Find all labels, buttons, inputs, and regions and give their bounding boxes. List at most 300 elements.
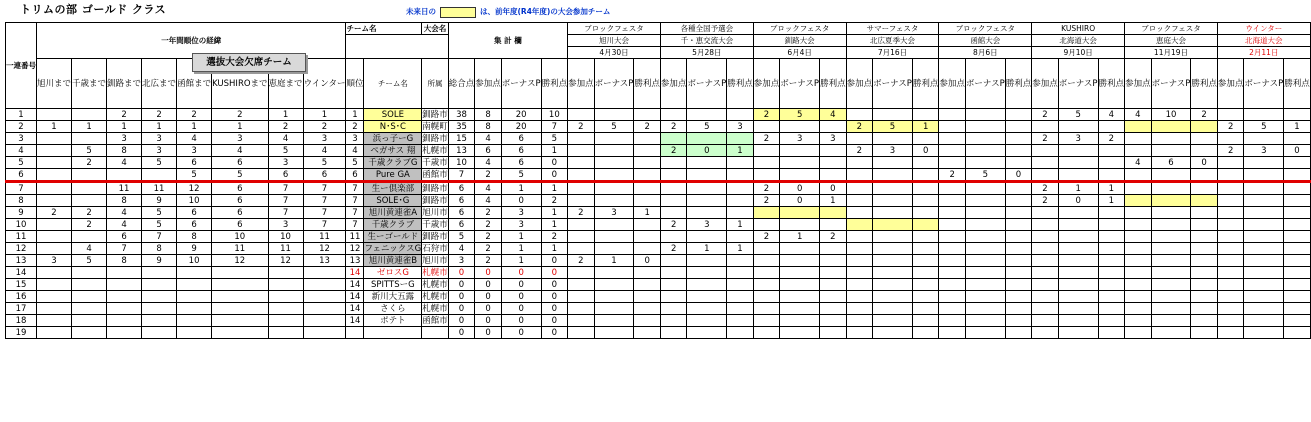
event-date-3: 7月16日 [846, 47, 939, 59]
event-cell [1098, 169, 1125, 182]
event-cell [965, 315, 1005, 327]
event-cell [846, 109, 873, 121]
event-cell [780, 157, 820, 169]
table-row [6, 133, 1311, 145]
city-cell: 札幌市 [422, 303, 448, 314]
rank-cell [303, 267, 346, 279]
rank-cell: 7 [107, 243, 142, 255]
event-cell: 0 [1058, 195, 1098, 207]
rank-cell [177, 303, 212, 315]
totals-cell: 0 [448, 327, 475, 339]
rank-cell: 7 [142, 231, 177, 243]
rank-cell: 9 [142, 195, 177, 207]
event-cell [1151, 327, 1191, 339]
event-cell [1284, 133, 1311, 145]
team-cell: N･S･C [364, 121, 422, 133]
rank-cell [177, 279, 212, 291]
event-cell [780, 291, 820, 303]
totals-cell: 4 [475, 133, 502, 145]
event-col-header: 勝利点 [1191, 59, 1218, 109]
event-cell [1098, 291, 1125, 303]
event-cell: 1 [727, 243, 754, 255]
totals-cell: 0 [448, 267, 475, 279]
event-cell [1005, 279, 1032, 291]
rank-cell [212, 279, 268, 291]
event-cell [753, 219, 780, 231]
event-cell: 3 [727, 121, 754, 133]
event-cell: 2 [753, 195, 780, 207]
event-cell [1284, 231, 1311, 243]
event-cell [660, 157, 687, 169]
city-cell: 札幌市 [422, 267, 448, 278]
event-cell [687, 195, 727, 207]
rank-cell: 4 [177, 133, 212, 145]
event-name-7: ウインター [1217, 23, 1310, 35]
rank-cell [142, 169, 177, 182]
serial-cell: 3 [6, 133, 37, 145]
event-cell: 2 [1032, 109, 1059, 121]
team-cell: 浜っ子ーG [364, 133, 422, 145]
event-sub-4: 函館大会 [939, 35, 1032, 47]
event-col-header: 参加点 [939, 59, 966, 109]
totals-cell: 35 [448, 121, 475, 133]
event-cell [912, 195, 939, 207]
team-cell: SPITTSーG [364, 279, 422, 291]
event-cell [780, 315, 820, 327]
event-cell: 1 [912, 121, 939, 133]
event-cell [727, 303, 754, 315]
rank-cell: 12 [177, 182, 212, 195]
event-cell [1244, 315, 1284, 327]
event-cell [846, 219, 873, 231]
event-cell [1191, 121, 1218, 133]
rank-cell [212, 291, 268, 303]
table-row [6, 195, 1311, 207]
event-cell [1058, 279, 1098, 291]
rank-col-header: 千歳まで [72, 59, 107, 109]
totals-cell: 0 [475, 279, 502, 291]
event-cell [965, 207, 1005, 219]
event-cell [660, 303, 687, 315]
event-cell [753, 327, 780, 339]
event-cell [687, 291, 727, 303]
totals-cell: 0 [541, 169, 568, 182]
event-cell [965, 157, 1005, 169]
event-cell [820, 157, 847, 169]
event-cell: 2 [846, 145, 873, 157]
rank-cell: 8 [107, 195, 142, 207]
event-cell [1098, 121, 1125, 133]
event-cell [1098, 145, 1125, 157]
totals-cell: 6 [448, 182, 475, 195]
totals-cell: 4 [475, 195, 502, 207]
event-cell [594, 231, 634, 243]
table-row [6, 291, 1311, 303]
event-cell [1058, 121, 1098, 133]
event-cell [634, 195, 661, 207]
totals-cell: 38 [448, 109, 475, 121]
event-cell: 2 [660, 121, 687, 133]
serial-cell: 5 [6, 157, 37, 169]
rank-cell [142, 327, 177, 339]
event-cell [965, 255, 1005, 267]
rank-cell [37, 195, 72, 207]
order-cell: 14 [346, 267, 364, 279]
rank-col-header: 恵庭まで [268, 59, 303, 109]
city-cell [422, 327, 449, 339]
event-cell [846, 157, 873, 169]
blank-header [346, 35, 448, 59]
event-cell [846, 279, 873, 291]
event-cell [594, 157, 634, 169]
event-cell [1217, 133, 1244, 145]
totals-cell: 0 [501, 303, 541, 315]
event-cell [846, 291, 873, 303]
event-cell: 1 [1098, 182, 1125, 195]
totals-cell: 0 [541, 279, 568, 291]
event-cell: 2 [820, 231, 847, 243]
event-cell [1151, 267, 1191, 279]
event-cell [1032, 219, 1059, 231]
event-cell [939, 207, 966, 219]
rank-cell [107, 169, 142, 182]
event-cell [1244, 169, 1284, 182]
event-cell [1191, 243, 1218, 255]
event-cell [1191, 291, 1218, 303]
event-cell [873, 267, 913, 279]
event-cell [1284, 207, 1311, 219]
event-cell [939, 291, 966, 303]
event-cell [568, 303, 595, 315]
rank-cell: 5 [72, 145, 107, 157]
event-cell: 2 [660, 145, 687, 157]
event-cell [846, 243, 873, 255]
event-cell [1217, 279, 1244, 291]
event-cell [568, 279, 595, 291]
rank-col-header: 函館まで [177, 59, 212, 109]
event-cell: 3 [820, 133, 847, 145]
order-cell: 13 [346, 255, 364, 267]
rank-cell: 5 [142, 207, 177, 219]
event-cell [660, 267, 687, 279]
event-cell [965, 133, 1005, 145]
event-cell [594, 219, 634, 231]
legend-note-prefix: 未来日の [406, 7, 436, 16]
rank-cell [37, 303, 72, 315]
event-cell [1217, 207, 1244, 219]
event-cell [753, 267, 780, 279]
event-cell [660, 291, 687, 303]
event-cell: 1 [727, 145, 754, 157]
rank-cell: 1 [142, 121, 177, 133]
event-cell [660, 109, 687, 121]
rank-cell: 4 [107, 157, 142, 169]
event-cell [1058, 219, 1098, 231]
event-cell [873, 219, 913, 231]
event-cell [1005, 327, 1032, 339]
event-cell [1098, 267, 1125, 279]
event-cell [1125, 169, 1152, 182]
order-cell: 5 [346, 157, 364, 169]
event-cell [1191, 327, 1218, 339]
totals-cell: 6 [448, 219, 475, 231]
event-cell: 2 [634, 121, 661, 133]
event-cell [1151, 145, 1191, 157]
event-cell [568, 109, 595, 121]
city-cell: 函館市 [422, 315, 448, 326]
event-cell [912, 243, 939, 255]
city-cell: 石狩市 [422, 243, 448, 254]
event-cell [1284, 291, 1311, 303]
rank-cell [37, 315, 72, 327]
event-cell [873, 255, 913, 267]
event-cell [634, 267, 661, 279]
event-cell [1098, 315, 1125, 327]
event-cell [568, 267, 595, 279]
event-cell [1005, 231, 1032, 243]
event-cell [727, 291, 754, 303]
order-header: 順位 [346, 59, 364, 109]
event-cell [660, 195, 687, 207]
event-cell [1151, 303, 1191, 315]
event-cell [1244, 207, 1284, 219]
event-cell [594, 109, 634, 121]
table-row [6, 109, 1311, 121]
event-cell [727, 109, 754, 121]
totals-col-header: 総合点 [448, 59, 475, 109]
serial-cell: 7 [6, 182, 37, 195]
event-cell [820, 291, 847, 303]
event-cell [727, 157, 754, 169]
event-cell: 0 [780, 195, 820, 207]
event-cell [939, 243, 966, 255]
event-cell: 4 [1125, 109, 1152, 121]
team-cell: SOLE･G [364, 195, 422, 207]
event-cell [660, 315, 687, 327]
table-row [6, 145, 1311, 157]
event-cell [965, 303, 1005, 315]
event-col-header: 参加点 [753, 59, 780, 109]
event-cell [660, 182, 687, 195]
event-cell [687, 182, 727, 195]
event-col-header: 勝利点 [727, 59, 754, 109]
event-cell [1217, 255, 1244, 267]
rank-cell: 3 [177, 145, 212, 157]
rank-cell: 6 [177, 219, 212, 231]
absent-teams-callout: 選抜大会欠席チーム [192, 53, 306, 72]
totals-header: 集 計 欄 [448, 23, 567, 59]
serial-cell: 17 [6, 303, 37, 315]
event-cell [820, 243, 847, 255]
event-cell [1191, 315, 1218, 327]
event-date-1: 5月28日 [660, 47, 753, 59]
totals-cell: 2 [475, 169, 502, 182]
event-cell [820, 207, 847, 219]
event-cell [1217, 182, 1244, 195]
rank-cell: 4 [303, 145, 346, 157]
team-cell [364, 327, 422, 339]
event-cell [634, 169, 661, 182]
event-cell [939, 327, 966, 339]
event-cell [1032, 121, 1059, 133]
rank-cell: 4 [212, 145, 268, 157]
rank-cell: 8 [177, 231, 212, 243]
event-name-0: ブロックフェスタ [568, 23, 661, 35]
city-cell: 南幌町 [422, 121, 448, 132]
serial-cell: 11 [6, 231, 37, 243]
event-cell [873, 279, 913, 291]
event-cell [1191, 303, 1218, 315]
rank-col-header: KUSHIROまで [212, 59, 268, 109]
event-date-0: 4月30日 [568, 47, 661, 59]
event-cell [1284, 219, 1311, 231]
rank-cell [107, 315, 142, 327]
event-cell [1244, 157, 1284, 169]
event-cell [753, 243, 780, 255]
serial-cell: 4 [6, 145, 37, 157]
event-sub-1: 千・恵交流大会 [660, 35, 753, 47]
event-cell [965, 109, 1005, 121]
event-cell [687, 255, 727, 267]
rank-cell: 7 [303, 207, 346, 219]
event-cell [1244, 195, 1284, 207]
rank-cell [72, 327, 107, 339]
event-cell [1217, 231, 1244, 243]
event-cell [1005, 182, 1032, 195]
event-cell [1284, 169, 1311, 182]
event-cell [820, 267, 847, 279]
table-row [6, 279, 1311, 291]
totals-col-header: 参加点 [475, 59, 502, 109]
rank-cell: 7 [268, 207, 303, 219]
event-cell [753, 255, 780, 267]
totals-cell: 0 [475, 303, 502, 315]
event-col-header: ボーナスP [687, 59, 727, 109]
event-cell [634, 243, 661, 255]
event-cell [1244, 219, 1284, 231]
event-cell [594, 291, 634, 303]
event-cell [687, 279, 727, 291]
totals-cell: 15 [448, 133, 475, 145]
event-cell [1098, 279, 1125, 291]
event-cell [1058, 267, 1098, 279]
event-cell [780, 279, 820, 291]
event-cell [1058, 169, 1098, 182]
event-date-6: 11月19日 [1125, 47, 1218, 59]
affiliation-header: 所属 [422, 59, 449, 109]
event-cell: 0 [780, 182, 820, 195]
event-cell [594, 327, 634, 339]
rank-cell: 6 [107, 231, 142, 243]
rank-cell [72, 231, 107, 243]
event-cell [1284, 109, 1311, 121]
order-cell: 7 [346, 207, 364, 219]
rank-cell: 7 [303, 195, 346, 207]
event-col-header: 参加点 [1032, 59, 1059, 109]
totals-cell: 2 [541, 231, 568, 243]
event-cell [780, 145, 820, 157]
event-cell: 4 [1125, 157, 1152, 169]
event-cell [1191, 219, 1218, 231]
event-cell [846, 133, 873, 145]
event-cell [568, 291, 595, 303]
event-cell: 5 [687, 121, 727, 133]
event-cell [660, 231, 687, 243]
event-cell [753, 279, 780, 291]
event-cell [1125, 255, 1152, 267]
totals-cell: 0 [541, 327, 568, 339]
table-row [6, 327, 1311, 339]
event-cell [594, 182, 634, 195]
rank-cell [37, 231, 72, 243]
event-cell [1151, 133, 1191, 145]
rank-cell: 5 [72, 255, 107, 267]
event-cell [780, 169, 820, 182]
rank-cell: 5 [177, 169, 212, 182]
event-cell [1032, 207, 1059, 219]
event-cell [846, 327, 873, 339]
event-col-header: 勝利点 [634, 59, 661, 109]
rank-cell [142, 267, 177, 279]
event-col-header: ボーナスP [1244, 59, 1284, 109]
event-col-header: 勝利点 [820, 59, 847, 109]
event-cell [820, 255, 847, 267]
event-cell [1217, 303, 1244, 315]
rank-cell: 10 [177, 195, 212, 207]
totals-cell: 4 [475, 182, 502, 195]
event-cell: 2 [660, 243, 687, 255]
event-cell: 2 [1032, 182, 1059, 195]
event-cell [1244, 303, 1284, 315]
event-col-header: ボーナスP [594, 59, 634, 109]
team-cell: 生ー倶楽部 [364, 182, 422, 195]
event-cell [1005, 255, 1032, 267]
event-cell [780, 243, 820, 255]
totals-cell: 20 [501, 121, 541, 133]
event-cell: 0 [912, 145, 939, 157]
event-cell: 0 [1284, 145, 1311, 157]
table-row [6, 169, 1311, 182]
event-cell [820, 303, 847, 315]
rank-cell [212, 327, 268, 339]
table-row [6, 207, 1311, 219]
event-cell [687, 267, 727, 279]
event-cell [965, 243, 1005, 255]
event-cell [1032, 327, 1059, 339]
city-cell: 旭川市 [422, 255, 448, 266]
event-cell [873, 133, 913, 145]
totals-cell: 8 [475, 109, 502, 121]
totals-cell: 0 [448, 279, 475, 291]
event-date-4: 8月6日 [939, 47, 1032, 59]
city-cell: 函館市 [422, 169, 448, 180]
order-cell: 14 [346, 315, 364, 327]
table-row [6, 231, 1311, 243]
event-cell [820, 145, 847, 157]
event-cell: 10 [1151, 109, 1191, 121]
event-cell [1151, 255, 1191, 267]
event-cell [1284, 195, 1311, 207]
event-cell [1125, 303, 1152, 315]
event-cell [939, 109, 966, 121]
order-cell: 14 [346, 279, 364, 291]
event-cell [568, 327, 595, 339]
event-cell [873, 327, 913, 339]
rank-cell [37, 109, 72, 121]
event-cell [1125, 145, 1152, 157]
event-cell [727, 267, 754, 279]
event-cell [1191, 267, 1218, 279]
